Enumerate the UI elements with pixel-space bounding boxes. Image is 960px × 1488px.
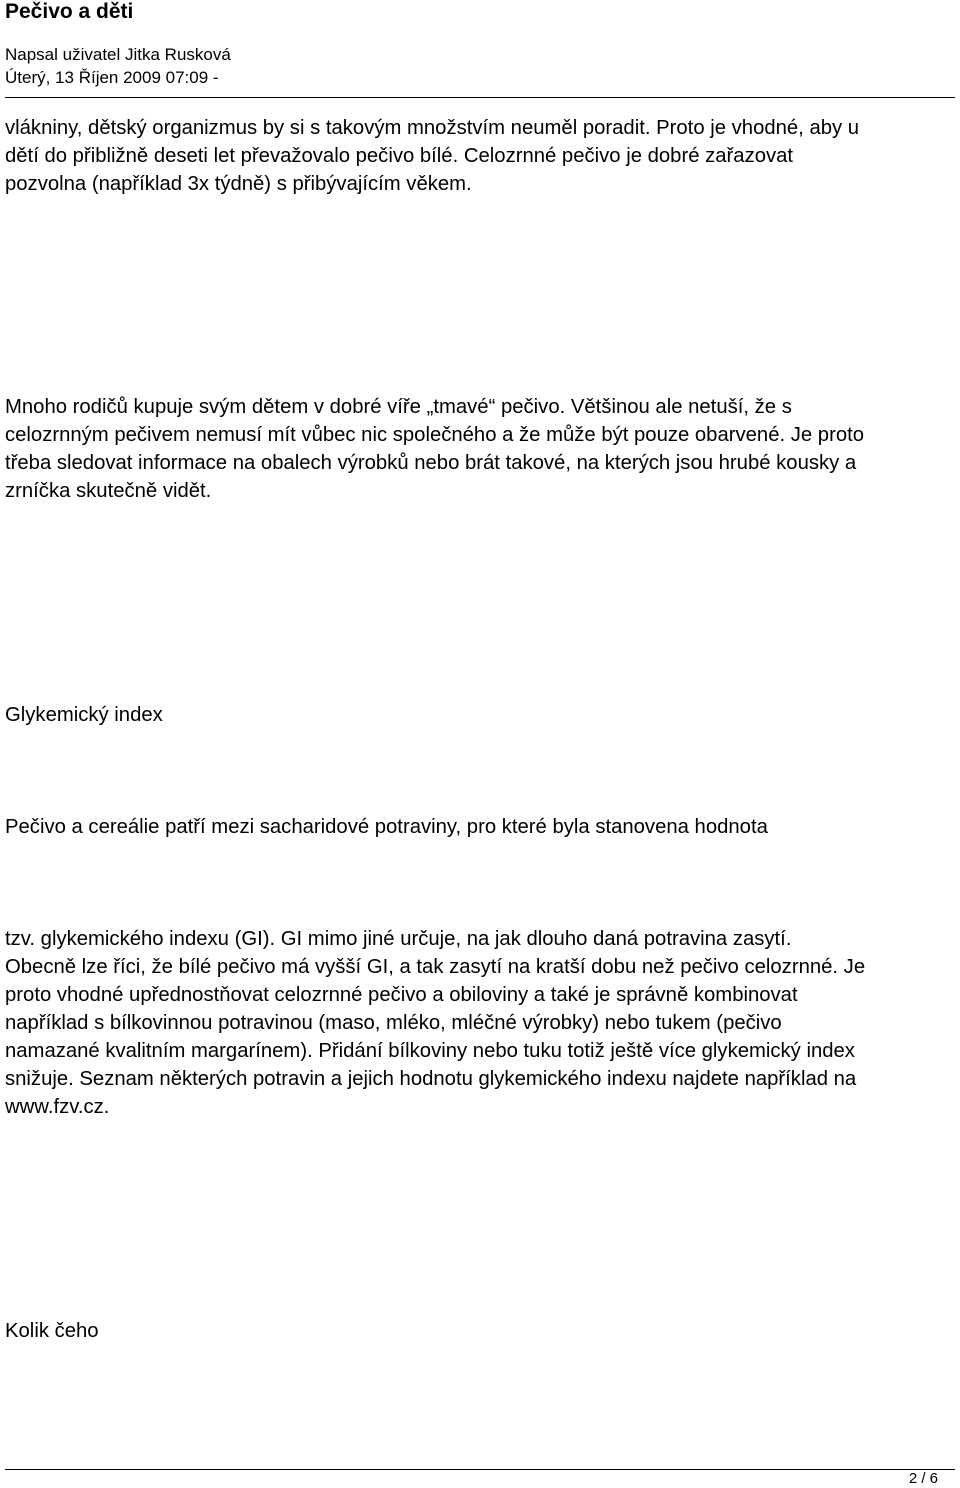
document-header [5, 0, 955, 89]
text-line: celozrnným pečivem nemusí mít vůbec nic společného a že může být pouze obarvené. Je proto [5, 424, 865, 446]
text-line: třeba sledovat informace na obalech výrobků nebo brát takové, na kterých jsou hrubé kousky a [5, 452, 857, 474]
section-heading-glycemic-index: Glykemický index [5, 704, 163, 726]
text-line: snižuje. Seznam některých potravin a jejich hodnotu glykemického indexu najdete například na [5, 1068, 857, 1090]
text-line: pozvolna (například 3x týdně) s přibývajícím věkem. [5, 173, 472, 195]
text-line: Obecně lze říci, že bílé pečivo má vyšší GI, a tak zasytí na kratší dobu než pečivo celozrnné. Je [5, 956, 866, 978]
paragraph-gi-intro: Pečivo a cereálie patří mezi sacharidové potraviny, pro které byla stanovena hodnota [5, 816, 768, 838]
date-line: Úterý, 13 Říjen 2009 07:09 - [5, 68, 219, 87]
page-title: Pečivo a děti [5, 0, 134, 23]
text-line: dětí do přibližně deseti let převažovalo pečivo bílé. Celozrnné pečivo je dobré zařazovat [5, 145, 794, 167]
paragraph-dark-bread [5, 393, 957, 505]
text-line: proto vhodné upřednostňovat celozrnné pečivo a obiloviny a také je správně kombinovat [5, 984, 798, 1006]
text-line: tzv. glykemického indexu (GI). GI mimo jiné určuje, na jak dlouho daná potravina zasytí. [5, 928, 792, 950]
text-line: zrníčka skutečně vidět. [5, 480, 212, 502]
text-line: například s bílkovinnou potravinou (maso, mléko, mléčné výrobky) nebo tukem (pečivo [5, 1012, 782, 1034]
text-line: Mnoho rodičů kupuje svým dětem v dobré víře „tmavé“ pečivo. Většinou ale netuší, že s [5, 396, 792, 418]
paragraph-gi-details [5, 925, 957, 1121]
header-divider [5, 97, 955, 98]
text-line: vlákniny, dětský organizmus by si s takovým množstvím neuměl poradit. Proto je vhodné, aby u [5, 117, 860, 139]
footer-divider [5, 1469, 955, 1470]
text-line: www.fzv.cz. [5, 1096, 110, 1118]
text-line: namazané kvalitním margarínem). Přidání bílkoviny nebo tuku totiž ještě více glykemický index [5, 1040, 855, 1062]
section-heading-kolik-ceho: Kolik čeho [5, 1320, 99, 1342]
paragraph-intro [5, 114, 957, 198]
author-line: Napsal uživatel Jitka Rusková [5, 45, 231, 64]
page-number: 2 / 6 [908, 1470, 938, 1487]
